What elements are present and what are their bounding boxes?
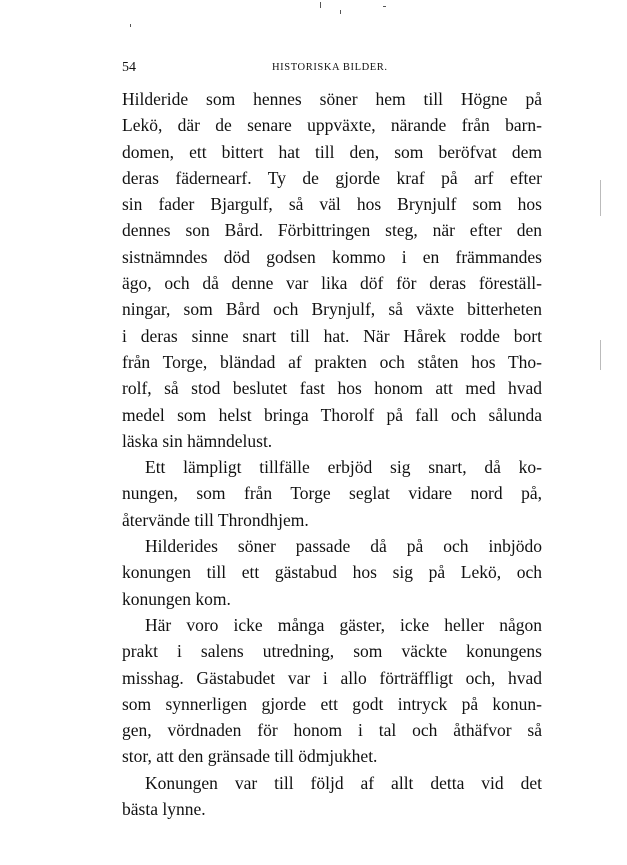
text-line: domen, ett bittert hat till den, som beröfvat dem [122,141,542,162]
text-line: gen, vördnaden för honom i tal och åthäfvor så [122,720,542,741]
text-line: konungen kom. [122,588,231,609]
text-line: dennes son Bård. Förbittringen steg, när efter den [122,220,542,241]
text-line: läska sin hämndelust. [122,430,273,451]
text-line: ägo, och då denne var lika döf för deras föreställ- [122,273,542,294]
scan-speck [340,10,341,14]
text-line: misshag. Gästabudet var i allo förträffligt och, hvad [122,667,542,688]
text-line: medel som helst bringa Thorolf på fall och sålunda [122,404,542,425]
text-line: Ett lämpligt tillfälle erbjöd sig snart, då ko- [145,457,542,478]
text-line: i deras sinne snart till hat. När Hårek rodde bort [122,325,542,346]
page-header [122,60,552,80]
text-line: som synnerligen gjorde ett godt intryck på konun- [122,693,542,714]
text-line: sistnämndes död godsen kommo i en främmandes [122,246,542,267]
text-line: Här voro icke många gäster, icke heller någon [145,614,542,635]
text-line: Lekö, där de senare uppväxte, närande från barn- [122,115,542,136]
text-line: sin fader Bjargulf, så väl hos Brynjulf som hos [122,194,542,215]
body-text [122,86,542,822]
scan-speck [383,6,386,7]
running-title: HISTORISKA BILDER. [272,62,388,73]
text-line: nungen, som från Torge seglat vidare nord på, [122,483,542,504]
text-line: Hilderides söner passade då på och inbjödo [145,536,542,557]
text-line: rolf, så stod beslutet fast hos honom att med hvad [122,378,542,399]
scan-speck [130,24,131,27]
text-line: deras fädernearf. Ty de gjorde kraf på arf efter [122,167,542,188]
scan-speck [600,340,601,370]
text-line: konungen till ett gästabud hos sig på Lekö, och [122,562,542,583]
text-line: stor, att den gränsade till ödmjukhet. [122,746,378,767]
scan-speck [320,2,321,8]
text-line: bästa lynne. [122,799,206,820]
text-line: Hilderide som hennes söner hem till Högne på [122,89,542,109]
text-line: prakt i salens utredning, som väckte konungens [122,641,542,662]
text-line: från Torge, bländad af prakten och ståten hos Tho- [122,351,542,372]
text-line: Konungen var till följd af allt detta vid det [145,772,542,793]
text-line: återvände till Throndhjem. [122,509,309,530]
text-line: ningar, som Bård och Brynjulf, så växte bitterheten [122,299,542,320]
page-number: 54 [122,60,136,75]
scan-speck [600,180,601,216]
